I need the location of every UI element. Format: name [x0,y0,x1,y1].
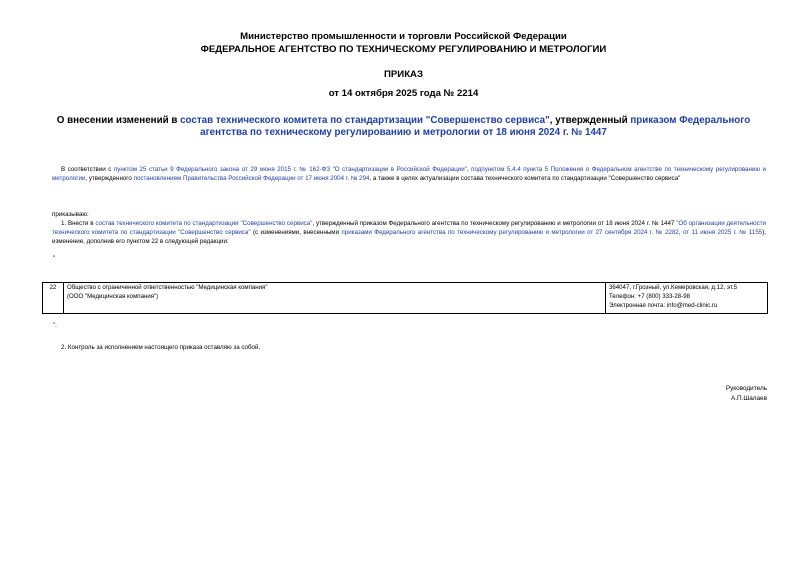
signatory-position: Руководитель [725,385,767,392]
link-order-2282[interactable]: приказами Федерального агентства по техническому регулированию и метрологии от 27 сентября 2024 г. № 2282 [341,229,679,237]
organization-address: 364047, г.Грозный, ул.Кемеровская, д.12, эт.5 [609,284,738,291]
subject-text: , утвержденный [549,115,631,126]
quote-open: " [53,256,56,262]
preamble-text: , [466,166,472,173]
order-title: ПРИКАЗ [384,69,423,80]
link-government-decree[interactable]: постановлением Правительства Российской Федерации от 17 июня 2004 г. № 294 [133,175,370,183]
link-federal-law[interactable]: пунктом 25 статьи 9 Федерального закона от 29 июня 2015 г. № 162-ФЗ "О стандартизации в Российской Федерации" [113,166,467,173]
preamble-paragraph [52,165,766,183]
item1-text: , [678,229,683,237]
agency-name: ФЕДЕРАЛЬНОЕ АГЕНТСТВО ПО ТЕХНИЧЕСКОМУ РЕГУЛИРОВАНИЮ И МЕТРОЛОГИИ [200,44,607,55]
link-committee-organization[interactable]: "Об организации деятельности технического комитета по стандартизации "Совершенство сервиса" [52,220,766,237]
link-order-1155[interactable]: от 11 июня 2025 г. № 1155 [682,229,763,237]
link-regulation-subpoint[interactable]: подпунктом 5.4.4 пункта 5 Положения о Федеральном агентстве по техническому регулированию и метрологии [52,166,766,183]
orders-label: приказываю: [52,211,89,218]
ministry-name: Министерство промышленности и торговли Российской Федерации [240,31,567,42]
committee-member-table [42,282,768,314]
item1-text: , утвержденный приказом Федерального агентства по техническому регулированию и метрологии от 18 июня 2024 г. № 1447 [312,220,677,227]
link-committee-composition[interactable]: состав технического комитета по стандартизации "Совершенство сервиса" [180,115,550,126]
organization-email: Электронная почта: info@med-clinic.ru [609,301,718,309]
signatory-name: А.П.Шалаев [730,395,767,402]
row-number: 22 [43,283,64,314]
order-date: от 14 октября 2025 года № 2214 [328,88,479,99]
subject-text: О внесении изменений в [56,115,181,126]
contacts-cell [606,283,768,314]
preamble-text: В соответствии с [61,166,114,173]
preamble-text: , а также в целях актуализации состава технического комитета по стандартизации "Совершенство сервиса" [369,175,681,183]
order-item-1 [52,219,766,247]
order-item-2: 2. Контроль за исполнением настоящего приказа оставляю за собой. [61,344,261,351]
link-committee-composition-2[interactable]: состав технического комитета по стандартизации "Совершенство сервиса" [95,220,313,227]
organization-full-name: Общество с ограниченной ответственностью "Медицинская компания" [67,284,268,291]
item1-text: 1. Внести в [61,220,96,227]
organization-cell [64,283,606,314]
order-subject [50,115,757,139]
item1-text: ), изменение, дополнив его пунктом 22 в следующей редакции: [52,229,767,246]
quote-close: ". [53,323,57,329]
item1-text: (с изменениями, внесенными [250,229,342,237]
link-order-1447[interactable]: приказом Федерального агентства по техническому регулированию и метрологии от 18 июня 2024 г. № 1447 [200,115,751,138]
organization-short-name: (ООО "Медицинская компания") [67,292,159,300]
table-row [43,283,768,314]
preamble-text: , утвержденного [85,175,134,183]
organization-phone: Телефон: +7 (800) 333-28-98 [609,292,691,300]
